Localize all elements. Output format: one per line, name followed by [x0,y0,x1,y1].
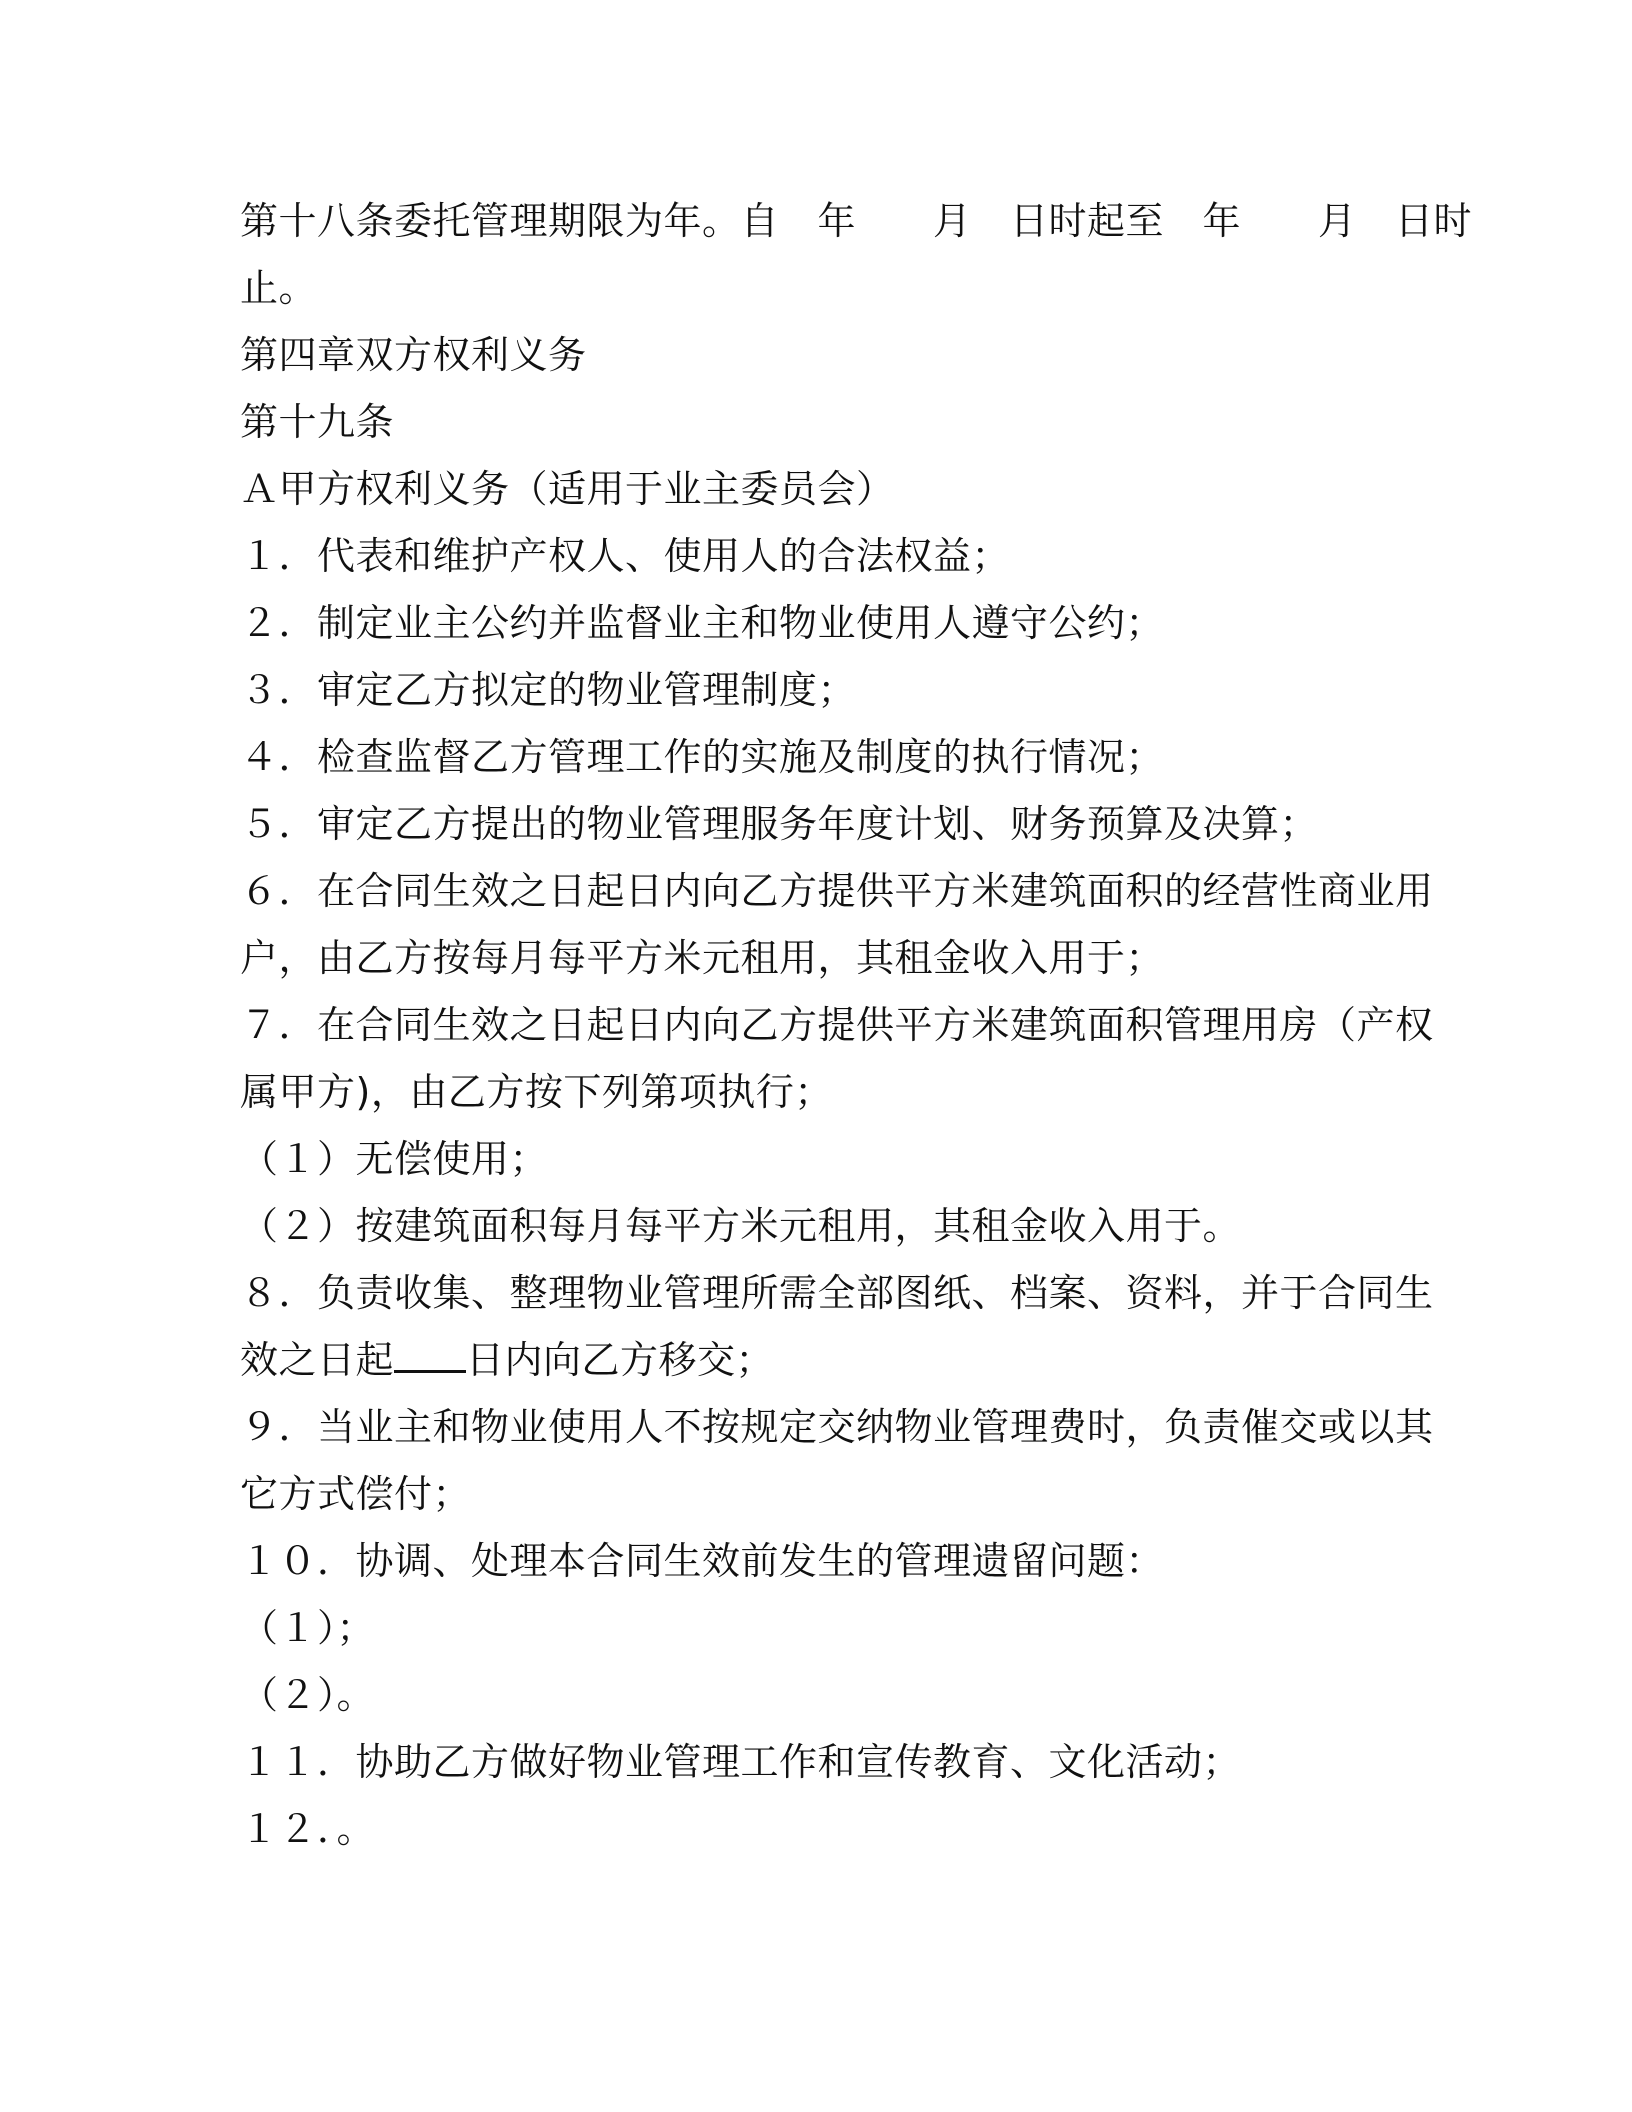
article-18-line-1: 第十八条委托管理期限为年。自 年 月 日时起至 年 月 日时 [240,199,1473,243]
clause-12: １２．。 [240,1807,376,1851]
clause-6-line-2: 户，由乙方按每月每平方米元租用，其租金收入用于； [240,936,1165,980]
fill-in-blank [394,1340,466,1373]
document-body [240,188,1473,1863]
clause-5: ５．审定乙方提出的物业管理服务年度计划、财务预算及决算； [240,802,1319,846]
clause-9-line-2: 它方式偿付； [240,1472,472,1516]
section-a-heading: Ａ甲方权利义务（适用于业主委员会） [240,467,895,511]
clause-2: ２．制定业主公约并监督业主和物业使用人遵守公约； [240,601,1165,645]
chapter-4-heading: 第四章双方权利义务 [240,333,587,377]
clause-11: １１．协助乙方做好物业管理工作和宣传教育、文化活动； [240,1740,1242,1784]
clause-8-text-before-blank: 效之日起 [240,1338,395,1382]
clause-7-option-2: （２）按建筑面积每月每平方米元租用，其租金收入用于。 [240,1204,1242,1248]
clause-8-line-2 [240,1327,1390,1394]
clause-9-line-1: ９．当业主和物业使用人不按规定交纳物业管理费时，负责催交或以其 [240,1405,1434,1449]
clause-7-option-1: （１）无偿使用； [240,1137,549,1181]
clause-10: １０．协调、处理本合同生效前发生的管理遗留问题： [240,1539,1165,1583]
clause-7-line-1: ７．在合同生效之日起日内向乙方提供平方米建筑面积管理用房（产权 [240,1003,1434,1047]
clause-7-line-2: 属甲方)，由乙方按下列第项执行； [240,1070,833,1114]
clause-1: １．代表和维护产权人、使用人的合法权益； [240,534,1011,578]
clause-10-item-1: （１）； [240,1606,376,1650]
article-18-line-2: 止。 [240,266,318,310]
article-19-heading: 第十九条 [240,400,395,444]
clause-6-line-1: ６．在合同生效之日起日内向乙方提供平方米建筑面积的经营性商业用 [240,869,1434,913]
clause-10-item-2: （２）。 [240,1673,376,1717]
clause-4: ４．检查监督乙方管理工作的实施及制度的执行情况； [240,735,1165,779]
clause-8-line-1: ８．负责收集、整理物业管理所需全部图纸、档案、资料，并于合同生 [240,1271,1434,1315]
clause-3: ３．审定乙方拟定的物业管理制度； [240,668,857,712]
clause-8-text-after-blank: 日内向乙方移交； [466,1338,775,1382]
